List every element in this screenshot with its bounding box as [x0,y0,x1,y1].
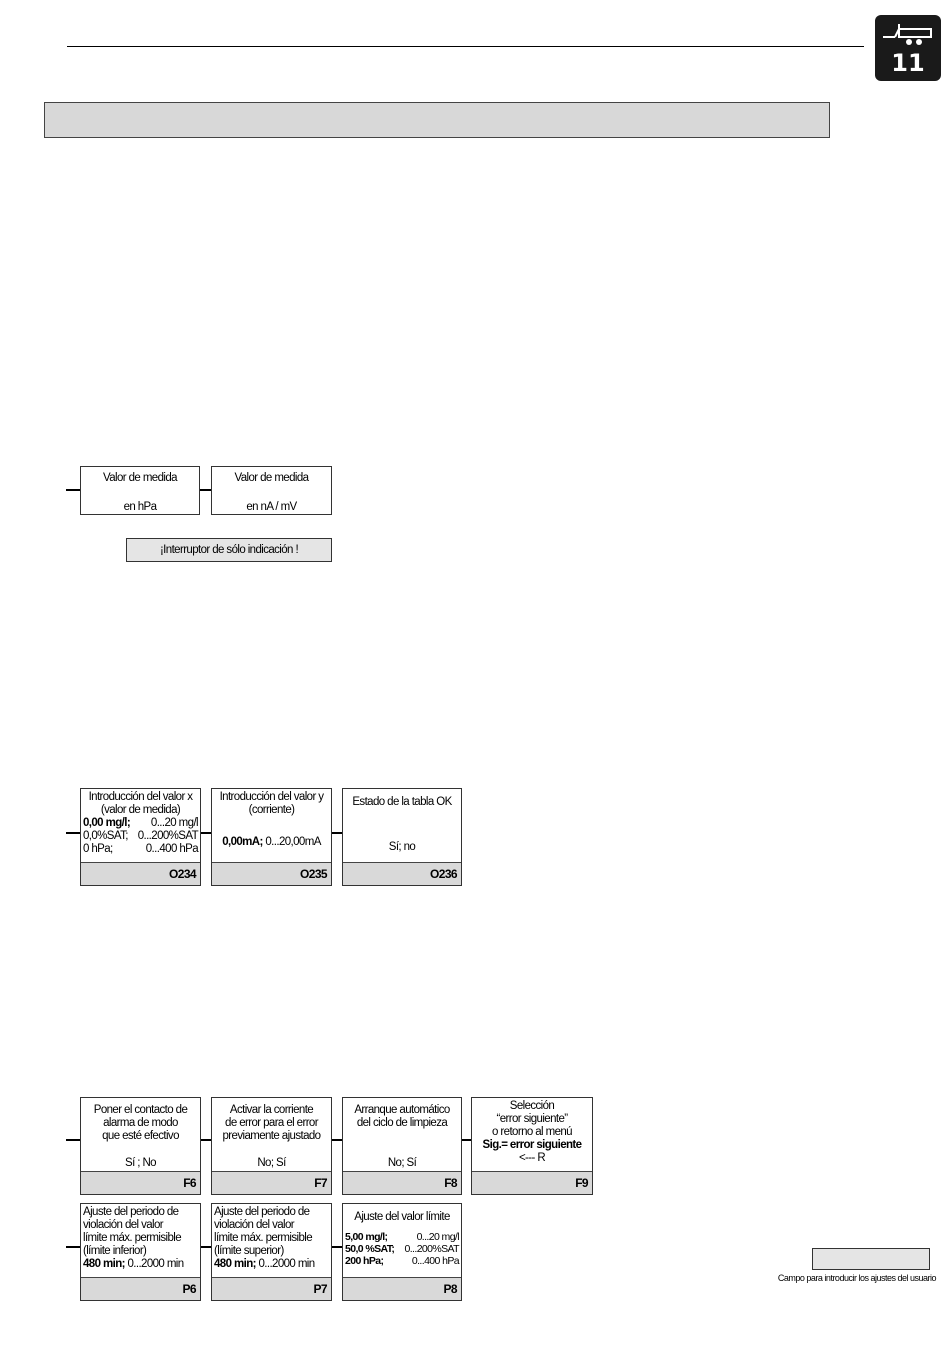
box-value: 0,0%SAT; [83,830,128,842]
box-line: que esté efectivo [102,1130,179,1142]
box-range: 0...20 mg/l [150,817,198,829]
box-range: 0...400 hPa [145,843,198,855]
display-box-hpa [80,466,200,515]
box-line: Sig.= error siguiente [482,1139,582,1151]
trailer-icon [881,21,935,47]
box-line: violación del valor [83,1219,164,1231]
box-value: 0,00 mg/l; [83,817,131,829]
box-value-row [214,836,329,849]
box-range: 0...20,00mA [265,836,321,848]
box-value: 480 min; [214,1258,256,1270]
flow-connector [66,832,80,834]
box-line: de error para el error [225,1117,318,1129]
menu-box-o234 [80,788,201,886]
menu-code: F7 [212,1171,331,1194]
menu-box-f6 [80,1097,201,1195]
flow-connector [66,1139,80,1141]
menu-box-o235 [211,788,332,886]
flow-connector [200,489,211,491]
box-options: Sí; no [388,841,416,853]
box-range: 0...200%SAT [404,1243,459,1255]
menu-box-p6 [80,1203,201,1301]
box-line: Ajuste del periodo de [83,1206,179,1218]
box-line: en nA / mV [246,501,297,513]
user-settings-field-sample [812,1248,930,1270]
box-line: Valor de medida [103,472,177,484]
box-value: 200 hPa; [345,1255,384,1267]
box-line: Ajuste del periodo de [214,1206,310,1218]
box-line: Activar la corriente [229,1104,314,1116]
box-value: 5,00 mg/l; [345,1231,388,1243]
box-line: (corriente) [248,804,295,816]
box-line: (valor de medida) [100,804,181,816]
box-options: Sí ; No [125,1157,156,1169]
box-line: límite máx. permisible [83,1232,181,1244]
box-line: Arranque automático [354,1104,450,1116]
menu-code: P7 [212,1277,331,1300]
flow-connector [66,489,80,491]
box-line: violación del valor [214,1219,295,1231]
menu-box-f9 [471,1097,593,1195]
menu-box-p7 [211,1203,332,1301]
box-value: 50,0 %SAT; [345,1243,395,1255]
box-options: No; Sí [257,1157,286,1169]
header-rule [67,46,864,47]
box-line: Introducción del valor x [88,791,193,803]
box-value-row [214,1258,329,1271]
box-value: 480 min; [83,1258,125,1270]
box-line: límite máx. permisible [214,1232,312,1244]
box-line: alarma de modo [103,1117,178,1129]
box-line: (límite superior) [214,1245,284,1257]
flow-connector [66,1246,80,1248]
box-range: 0...2000 min [127,1258,184,1270]
box-line: Poner el contacto de [93,1104,188,1116]
menu-code: F9 [472,1171,592,1194]
box-line: Selección [509,1100,555,1112]
display-only-note: ¡Interruptor de sólo indicación ! [126,538,332,562]
menu-code: P8 [343,1277,461,1300]
box-line: <--- R [518,1152,546,1164]
chapter-number: 11 [891,49,925,77]
box-line: (límite inferior) [83,1245,147,1257]
menu-code: O235 [212,862,331,885]
display-box-namv [211,466,332,515]
box-value: 0,00mA; [222,836,263,848]
menu-code: P6 [81,1277,200,1300]
menu-box-p8 [342,1203,462,1301]
box-line: en hPa [123,501,157,513]
box-options: No; Sí [387,1157,417,1169]
user-settings-caption: Campo para introducir los ajustes del usuario [777,1273,936,1283]
menu-box-f7 [211,1097,332,1195]
box-range: 0...2000 min [258,1258,315,1270]
box-line: “error siguiente” [496,1113,568,1125]
box-line: o retorno al menú [492,1126,572,1138]
box-value-row [83,1258,198,1271]
menu-code: O236 [343,862,461,885]
chapter-tab [875,15,941,81]
box-range: 0...20 mg/l [416,1231,459,1243]
box-line: del ciclo de limpieza [356,1117,448,1129]
box-value: 0 hPa; [83,843,113,855]
box-line: Ajuste del valor límite [354,1211,450,1223]
menu-box-o236 [342,788,462,886]
box-line: Introducción del valor y [219,791,324,803]
menu-box-f8 [342,1097,462,1195]
section-title-bar [44,102,830,138]
box-line: Valor de medida [234,472,309,484]
box-range: 0...200%SAT [137,830,198,842]
box-line: previamente ajustado [222,1130,321,1142]
box-line: Estado de la tabla OK [352,796,452,808]
menu-code: F6 [81,1171,200,1194]
menu-code: O234 [81,862,200,885]
menu-code: F8 [343,1171,461,1194]
box-range: 0...400 hPa [411,1255,459,1267]
